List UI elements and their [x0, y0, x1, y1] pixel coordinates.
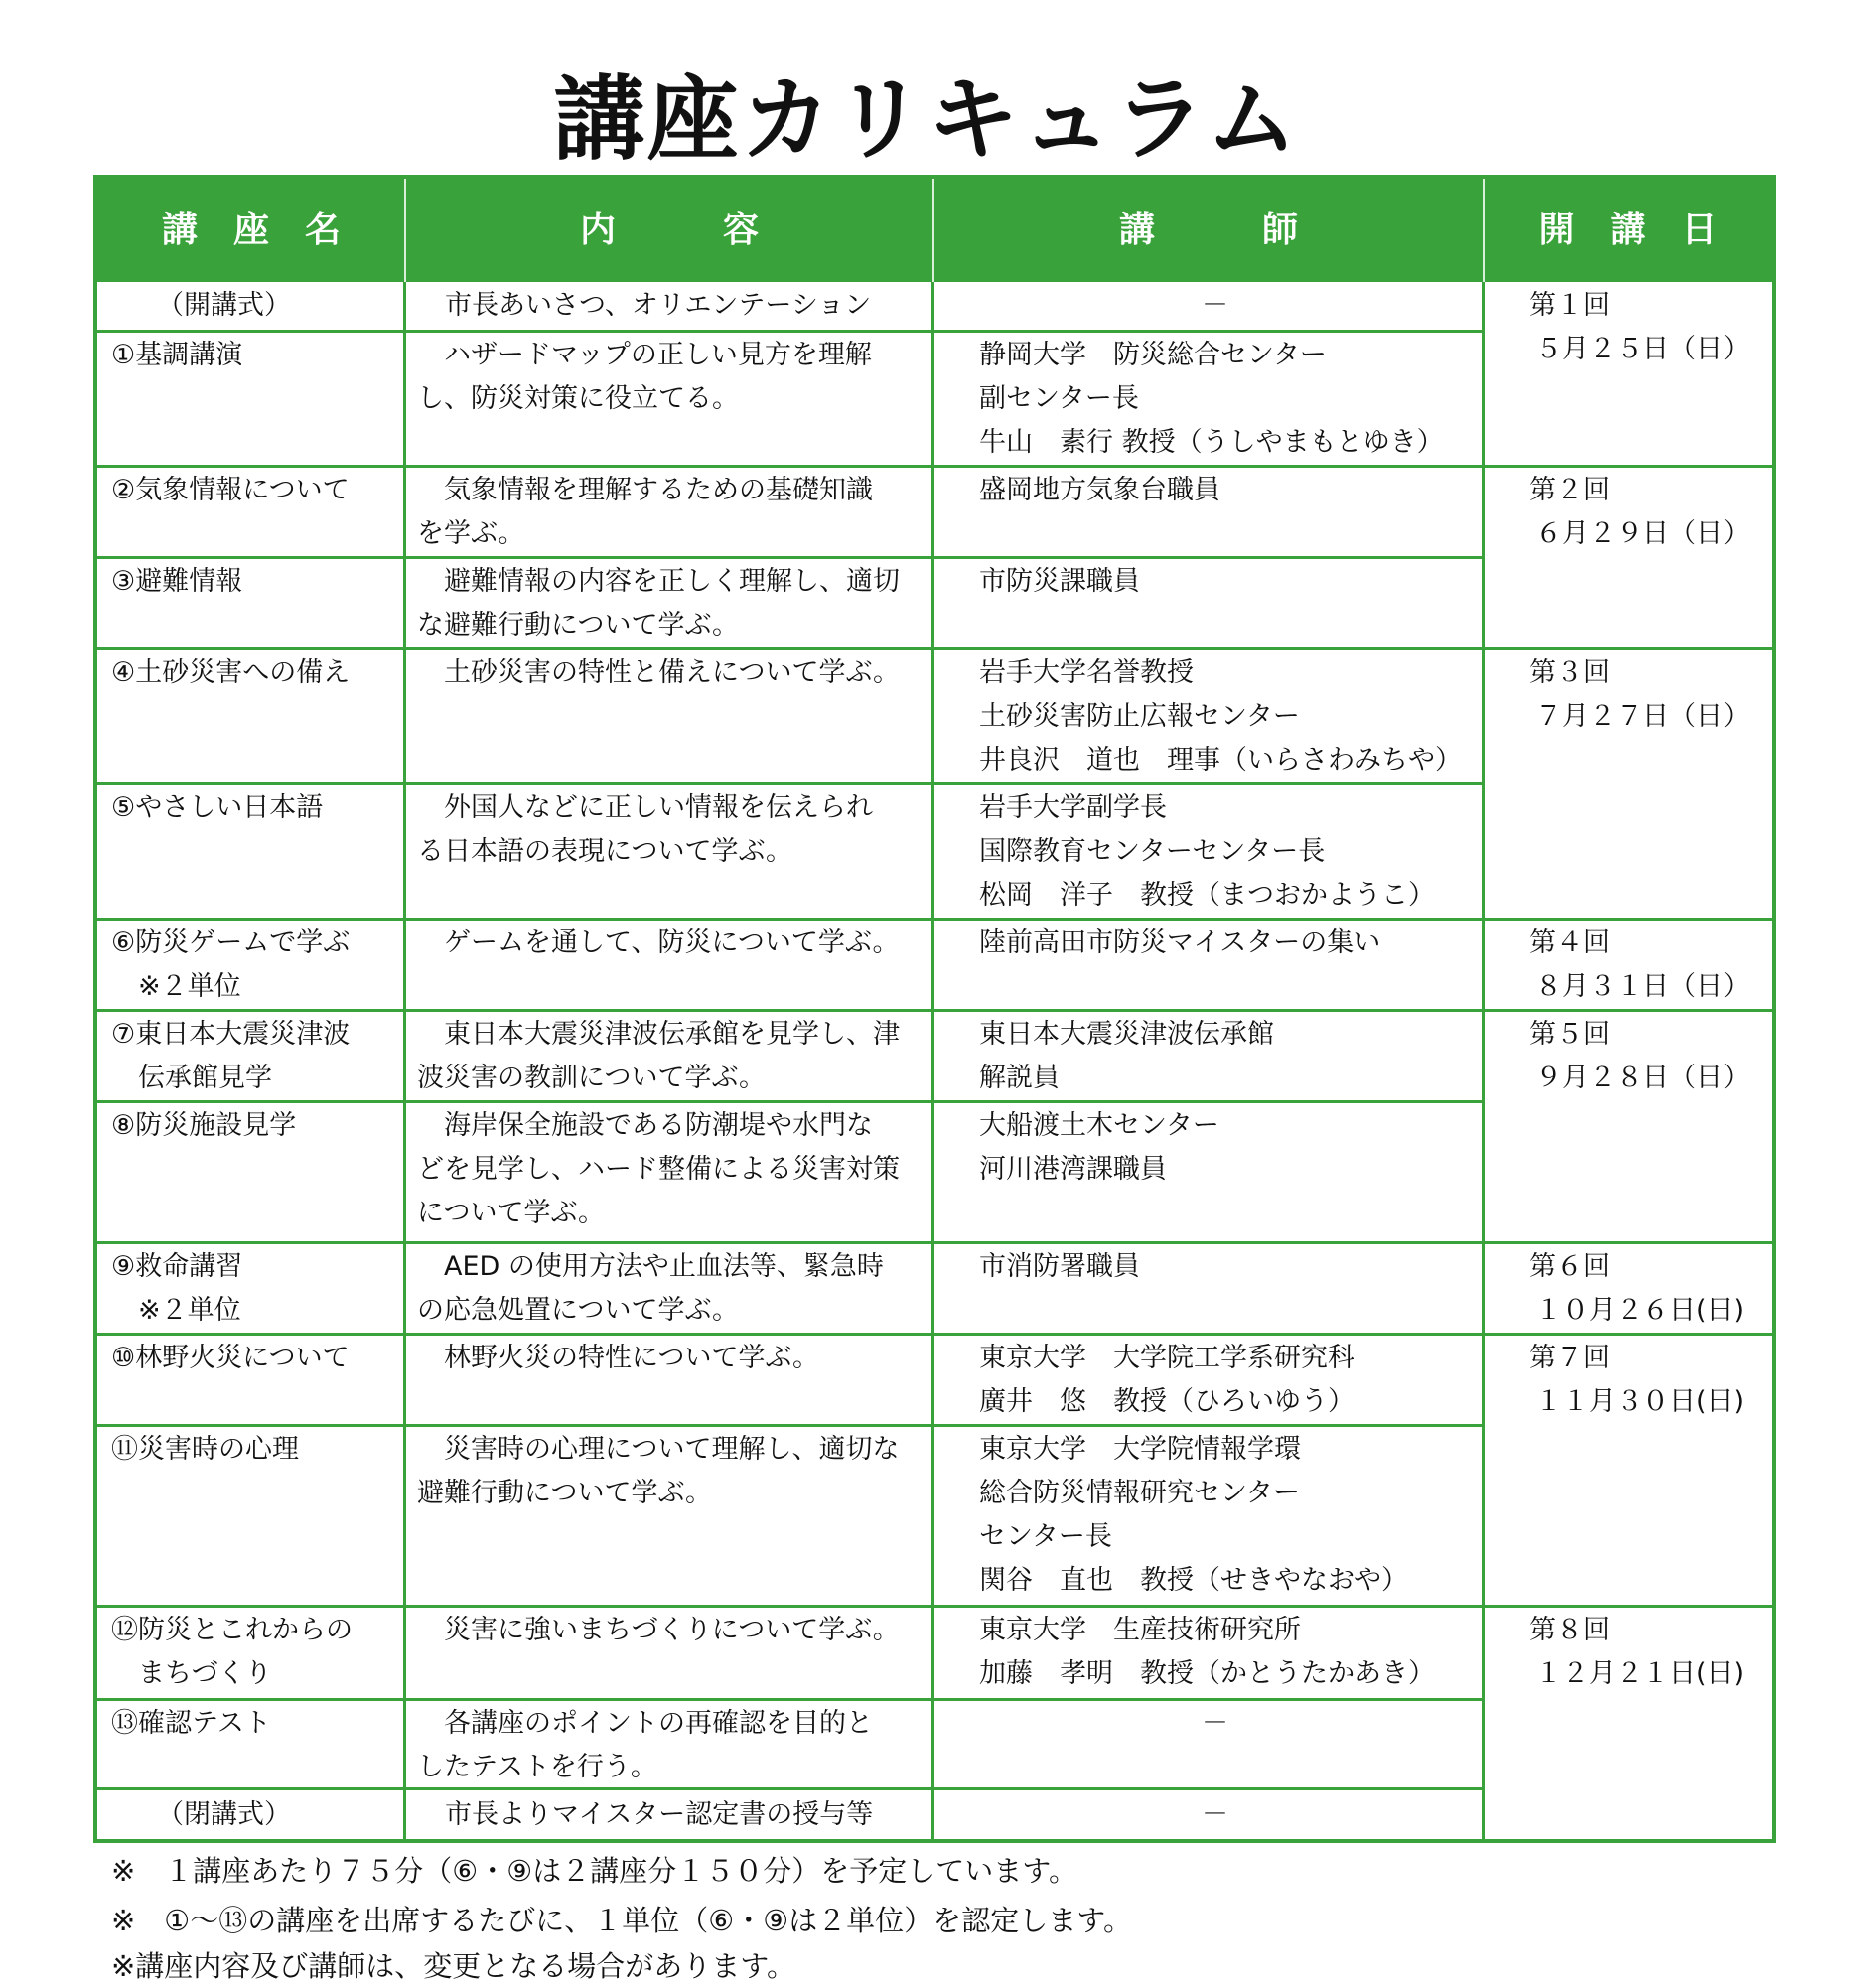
- content-cell: 外国人などに正しい情報を伝えられ る日本語の表現について学ぶ。: [417, 792, 873, 867]
- course-name-cell: ⑩林野火災について: [111, 1343, 350, 1373]
- content-cell: 市長よりマイスター認定書の授与等: [445, 1799, 874, 1830]
- note-line: ※ ①～⑬の講座を出席するたびに、１単位（⑥・⑨は２単位）を認定します。: [111, 1904, 1132, 1937]
- instructor-cell: 静岡大学 防災総合センター 副センター長 牛山 素行 教授（うしやまもとゆき）: [979, 340, 1444, 458]
- row-line: [97, 1605, 1772, 1608]
- content-cell: ハザードマップの正しい見方を理解 し、防災対策に役立てる。: [417, 340, 872, 414]
- session-label: 第１回: [1529, 290, 1610, 321]
- session-date: ８月３１日（日）: [1535, 971, 1750, 1002]
- content-cell: 林野火災の特性について学ぶ。: [417, 1343, 819, 1373]
- instructor-cell: 陸前高田市防災マイスターの集い: [979, 927, 1381, 958]
- session-date: ５月２５日（日）: [1535, 334, 1750, 364]
- row-line: [97, 647, 1772, 650]
- instructor-cell: 市防災課職員: [979, 566, 1140, 597]
- header-content: 内 容: [579, 210, 759, 250]
- session-label: 第３回: [1529, 657, 1610, 688]
- instructor-cell: 大船渡土木センター 河川港湾課職員: [979, 1110, 1219, 1185]
- course-name-cell: ③避難情報: [111, 566, 243, 597]
- content-cell: 東日本大震災津波伝承館を見学し、津 波災害の教訓について学ぶ。: [417, 1019, 900, 1093]
- session-label: 第６回: [1529, 1251, 1610, 1282]
- instructor-cell: －: [1202, 1708, 1228, 1739]
- column-line: [1482, 282, 1485, 1843]
- instructor-cell: 岩手大学名誉教授 土砂災害防止広報センター 井良沢 道也 理事（いらさわみちや）: [979, 657, 1462, 776]
- row-line: [97, 330, 1482, 333]
- session-label: 第５回: [1529, 1019, 1610, 1050]
- header-date: 開 講 日: [1538, 210, 1718, 250]
- instructor-cell: 岩手大学副学長 国際教育センターセンター長 松岡 洋子 教授（まつおかようこ）: [979, 792, 1435, 911]
- content-cell: 避難情報の内容を正しく理解し、適切 な避難行動について学ぶ。: [417, 566, 900, 640]
- session-date: １１月３０日(日): [1535, 1386, 1745, 1417]
- instructor-cell: 東日本大震災津波伝承館 解説員: [979, 1019, 1274, 1093]
- column-line: [931, 282, 934, 1843]
- row-line: [97, 1698, 1482, 1701]
- row-line: [97, 918, 1772, 921]
- content-cell: AED の使用方法や止血法等、緊急時 の応急処置について学ぶ。: [417, 1251, 884, 1326]
- session-date: ７月２７日（日）: [1535, 701, 1750, 732]
- course-name-closing: （閉講式）: [157, 1799, 291, 1830]
- content-cell: 市長あいさつ、オリエンテーション: [445, 290, 872, 321]
- content-cell: 気象情報を理解するための基礎知識 を学ぶ。: [417, 475, 873, 549]
- header-instructor: 講 師: [1118, 210, 1298, 250]
- session-date: １２月２１日(日): [1535, 1658, 1745, 1689]
- content-cell: 災害に強いまちづくりについて学ぶ。: [417, 1615, 900, 1645]
- page-title: 講座カリキュラム: [553, 67, 1300, 173]
- session-date: ９月２８日（日）: [1535, 1063, 1750, 1093]
- instructor-cell: 東京大学 生産技術研究所 加藤 孝明 教授（かとうたかあき）: [979, 1615, 1435, 1689]
- row-line: [97, 1424, 1482, 1427]
- session-label: 第２回: [1529, 475, 1610, 505]
- row-line: [97, 1333, 1772, 1336]
- content-cell: 各講座のポイントの再確認を目的と したテストを行う。: [417, 1708, 873, 1782]
- session-label: 第７回: [1529, 1343, 1610, 1373]
- course-name-cell: ⑪災害時の心理: [111, 1434, 299, 1465]
- row-line: [97, 1100, 1482, 1103]
- course-name-cell: ⑤やさしい日本語: [111, 792, 324, 823]
- session-label: 第８回: [1529, 1615, 1610, 1645]
- instructor-cell: －: [1202, 290, 1228, 321]
- row-line: [97, 556, 1482, 559]
- course-name-cell: ②気象情報について: [111, 475, 350, 505]
- course-name-cell: ⑦東日本大震災津波 伝承館見学: [111, 1019, 351, 1093]
- session-label: 第４回: [1529, 927, 1610, 958]
- course-name-cell: ⑫防災とこれからの まちづくり: [111, 1615, 353, 1689]
- row-line: [97, 782, 1482, 785]
- note-line: ※講座内容及び講師は、変更となる場合があります。: [111, 1949, 795, 1983]
- row-line: [97, 465, 1772, 468]
- session-date: ６月２９日（日）: [1535, 518, 1750, 549]
- header-course-name: 講 座 名: [161, 210, 341, 250]
- course-name-cell: ⑧防災施設見学: [111, 1110, 297, 1141]
- content-cell: ゲームを通して、防災について学ぶ。: [417, 927, 900, 958]
- instructor-cell: 盛岡地方気象台職員: [979, 475, 1220, 505]
- content-cell: 災害時の心理について理解し、適切な 避難行動について学ぶ。: [417, 1434, 900, 1508]
- note-line: ※ １講座あたり７５分（⑥・⑨は２講座分１５０分）を予定しています。: [111, 1854, 1077, 1888]
- instructor-cell: 東京大学 大学院工学系研究科 廣井 悠 教授（ひろいゆう）: [979, 1343, 1354, 1417]
- course-name-cell: ④土砂災害への備え: [111, 657, 351, 688]
- course-name-cell: ⑥防災ゲームで学ぶ ※２単位: [111, 927, 351, 1002]
- instructor-cell: －: [1202, 1799, 1228, 1830]
- course-name-cell: ①基調講演: [111, 340, 243, 370]
- curriculum-table: [93, 175, 1776, 1843]
- row-line: [97, 1009, 1772, 1012]
- instructor-cell: 市消防署職員: [979, 1251, 1140, 1282]
- column-line: [403, 282, 406, 1843]
- content-cell: 土砂災害の特性と備えについて学ぶ。: [417, 657, 900, 688]
- course-name-opening: （開講式）: [157, 290, 291, 321]
- session-date: １０月２６日(日): [1535, 1295, 1745, 1326]
- course-name-cell: ⑬確認テスト: [111, 1708, 271, 1739]
- content-cell: 海岸保全施設である防潮堤や水門な どを見学し、ハード整備による災害対策 について学ぶ。: [417, 1110, 900, 1228]
- table-header: [97, 179, 1772, 282]
- instructor-cell: 東京大学 大学院情報学環 総合防災情報研究センター センター長 関谷 直也 教授（せきやなおや）: [979, 1434, 1408, 1596]
- course-name-cell: ⑨救命講習 ※２単位: [111, 1251, 243, 1326]
- row-line: [97, 1241, 1772, 1244]
